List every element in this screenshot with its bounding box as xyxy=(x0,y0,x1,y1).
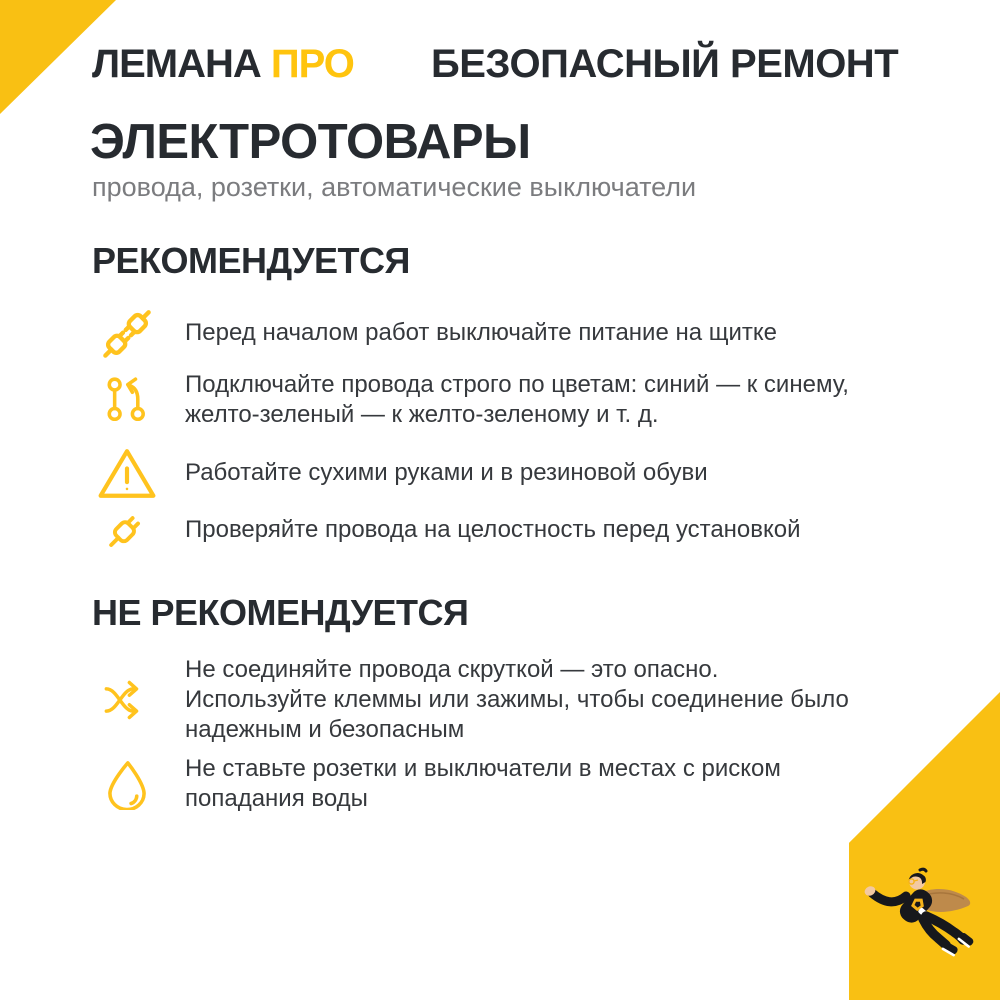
list-item xyxy=(90,654,900,746)
section-heading-not-recommended: НЕ РЕКОМЕНДУЕТСЯ xyxy=(92,592,469,633)
page-title: ЭЛЕКТРОТОВАРЫ xyxy=(90,115,531,169)
wire-color-branch-icon xyxy=(90,373,164,427)
warning-triangle-icon xyxy=(90,443,164,503)
campaign-title: БЕЗОПАСНЫЙ РЕМОНТ xyxy=(431,42,899,86)
superhero-mascot xyxy=(860,866,980,962)
list-item xyxy=(90,368,900,432)
list-item-text: Подключайте провода строго по цветам: синий — к синему, желто-зеленый — к желто-зеленому и т. д. xyxy=(185,371,849,428)
water-drop-icon xyxy=(90,758,164,810)
list-item xyxy=(90,300,900,366)
list-item-text: Работайте сухими руками и в резиновой обуви xyxy=(185,459,708,486)
twisted-wires-shuffle-icon xyxy=(90,679,164,721)
list-item-text: Не соединяйте провода скруткой — это опасно. Используйте клеммы или зажимы, чтобы соединение было надежным и безопасным xyxy=(185,656,849,743)
section-heading-recommended: РЕКОМЕНДУЕТСЯ xyxy=(92,240,410,281)
logo-accent-text: ПРО xyxy=(270,42,354,86)
plug-icon xyxy=(90,501,164,559)
list-item-text: Перед началом работ выключайте питание на щитке xyxy=(185,319,777,346)
list-item-text: Не ставьте розетки и выключатели в местах с риском попадания воды xyxy=(185,755,781,812)
logo-primary-text: ЛЕМАНА xyxy=(92,42,261,86)
list-item xyxy=(90,751,900,817)
unplugged-connectors-icon xyxy=(90,302,164,364)
list-item-text: Проверяйте провода на целостность перед установкой xyxy=(185,516,801,543)
list-item xyxy=(90,441,900,505)
list-item xyxy=(90,498,900,562)
lemana-pro-logo xyxy=(92,42,354,87)
page-subtitle: провода, розетки, автоматические выключатели xyxy=(92,172,697,202)
